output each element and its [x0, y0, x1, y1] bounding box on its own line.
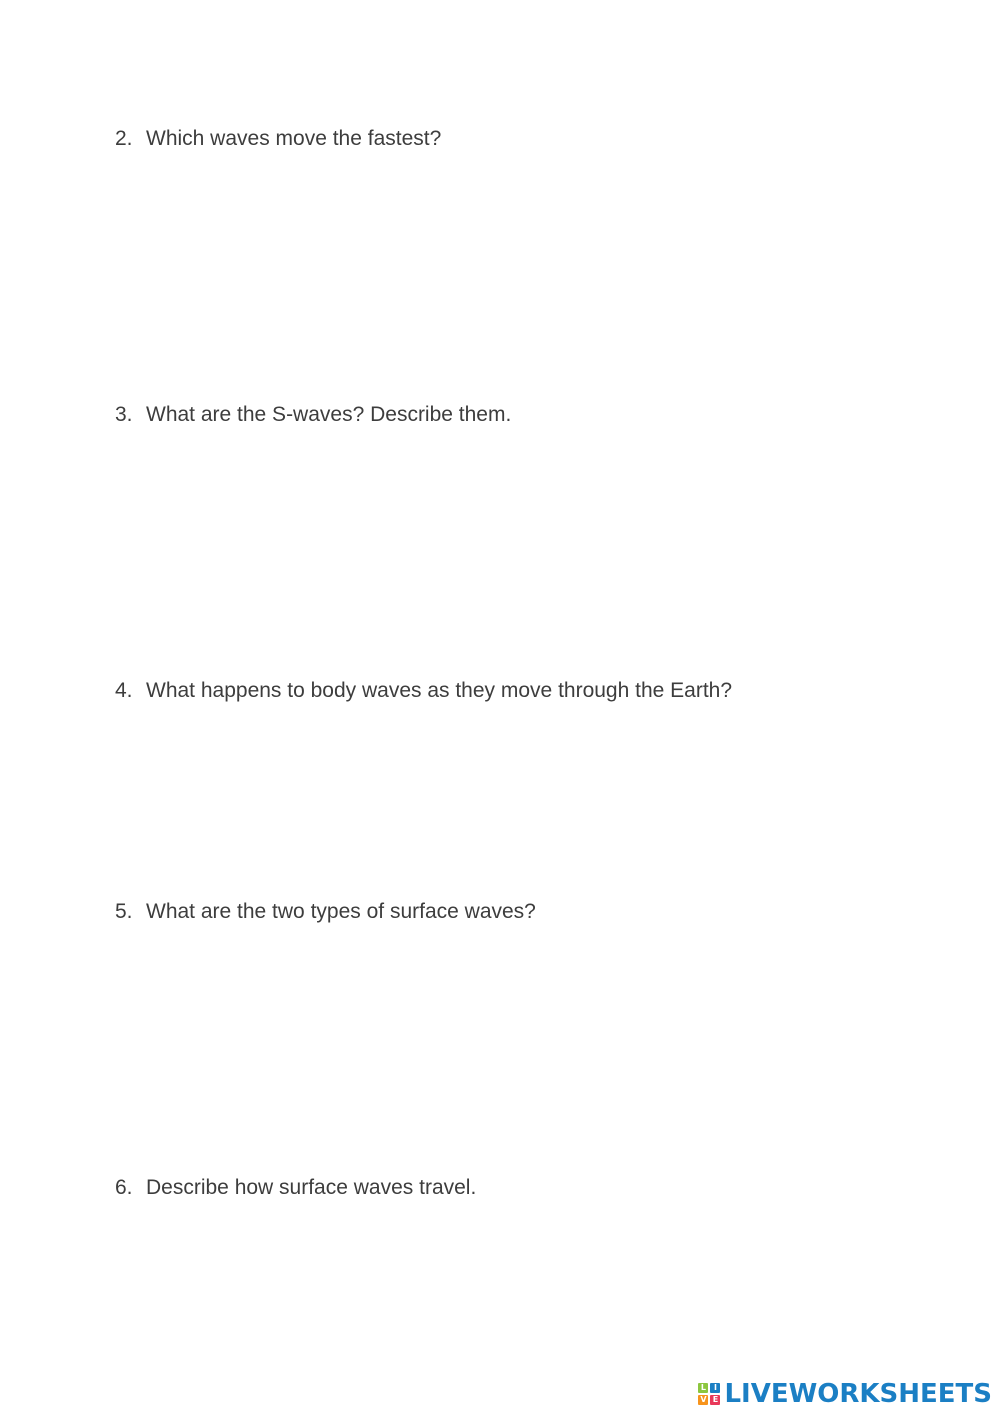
question-number: 3.	[115, 403, 133, 426]
liveworksheets-logo-icon	[698, 1383, 720, 1405]
question-number: 6.	[115, 1176, 133, 1199]
question-text: What are the two types of surface waves?	[146, 900, 536, 923]
question-text: What are the S-waves? Describe them.	[146, 403, 512, 426]
question-6	[115, 1175, 476, 1201]
logo-tile: E	[710, 1395, 720, 1405]
question-number: 5.	[115, 900, 133, 923]
question-text: Which waves move the fastest?	[146, 127, 442, 150]
question-4	[115, 678, 732, 704]
question-text: Describe how surface waves travel.	[146, 1176, 477, 1199]
logo-tile: I	[710, 1383, 720, 1393]
question-number: 2.	[115, 127, 133, 150]
question-5	[115, 899, 536, 925]
question-3	[115, 402, 511, 428]
logo-tile: V	[700, 1395, 707, 1404]
liveworksheets-logo	[698, 1376, 992, 1412]
question-text: What happens to body waves as they move through the Earth?	[146, 679, 733, 702]
question-number: 4.	[115, 679, 133, 702]
question-2	[115, 126, 441, 152]
liveworksheets-wordmark: LIVEWORKSHEETS	[724, 1379, 992, 1409]
logo-tile: L	[698, 1383, 708, 1393]
